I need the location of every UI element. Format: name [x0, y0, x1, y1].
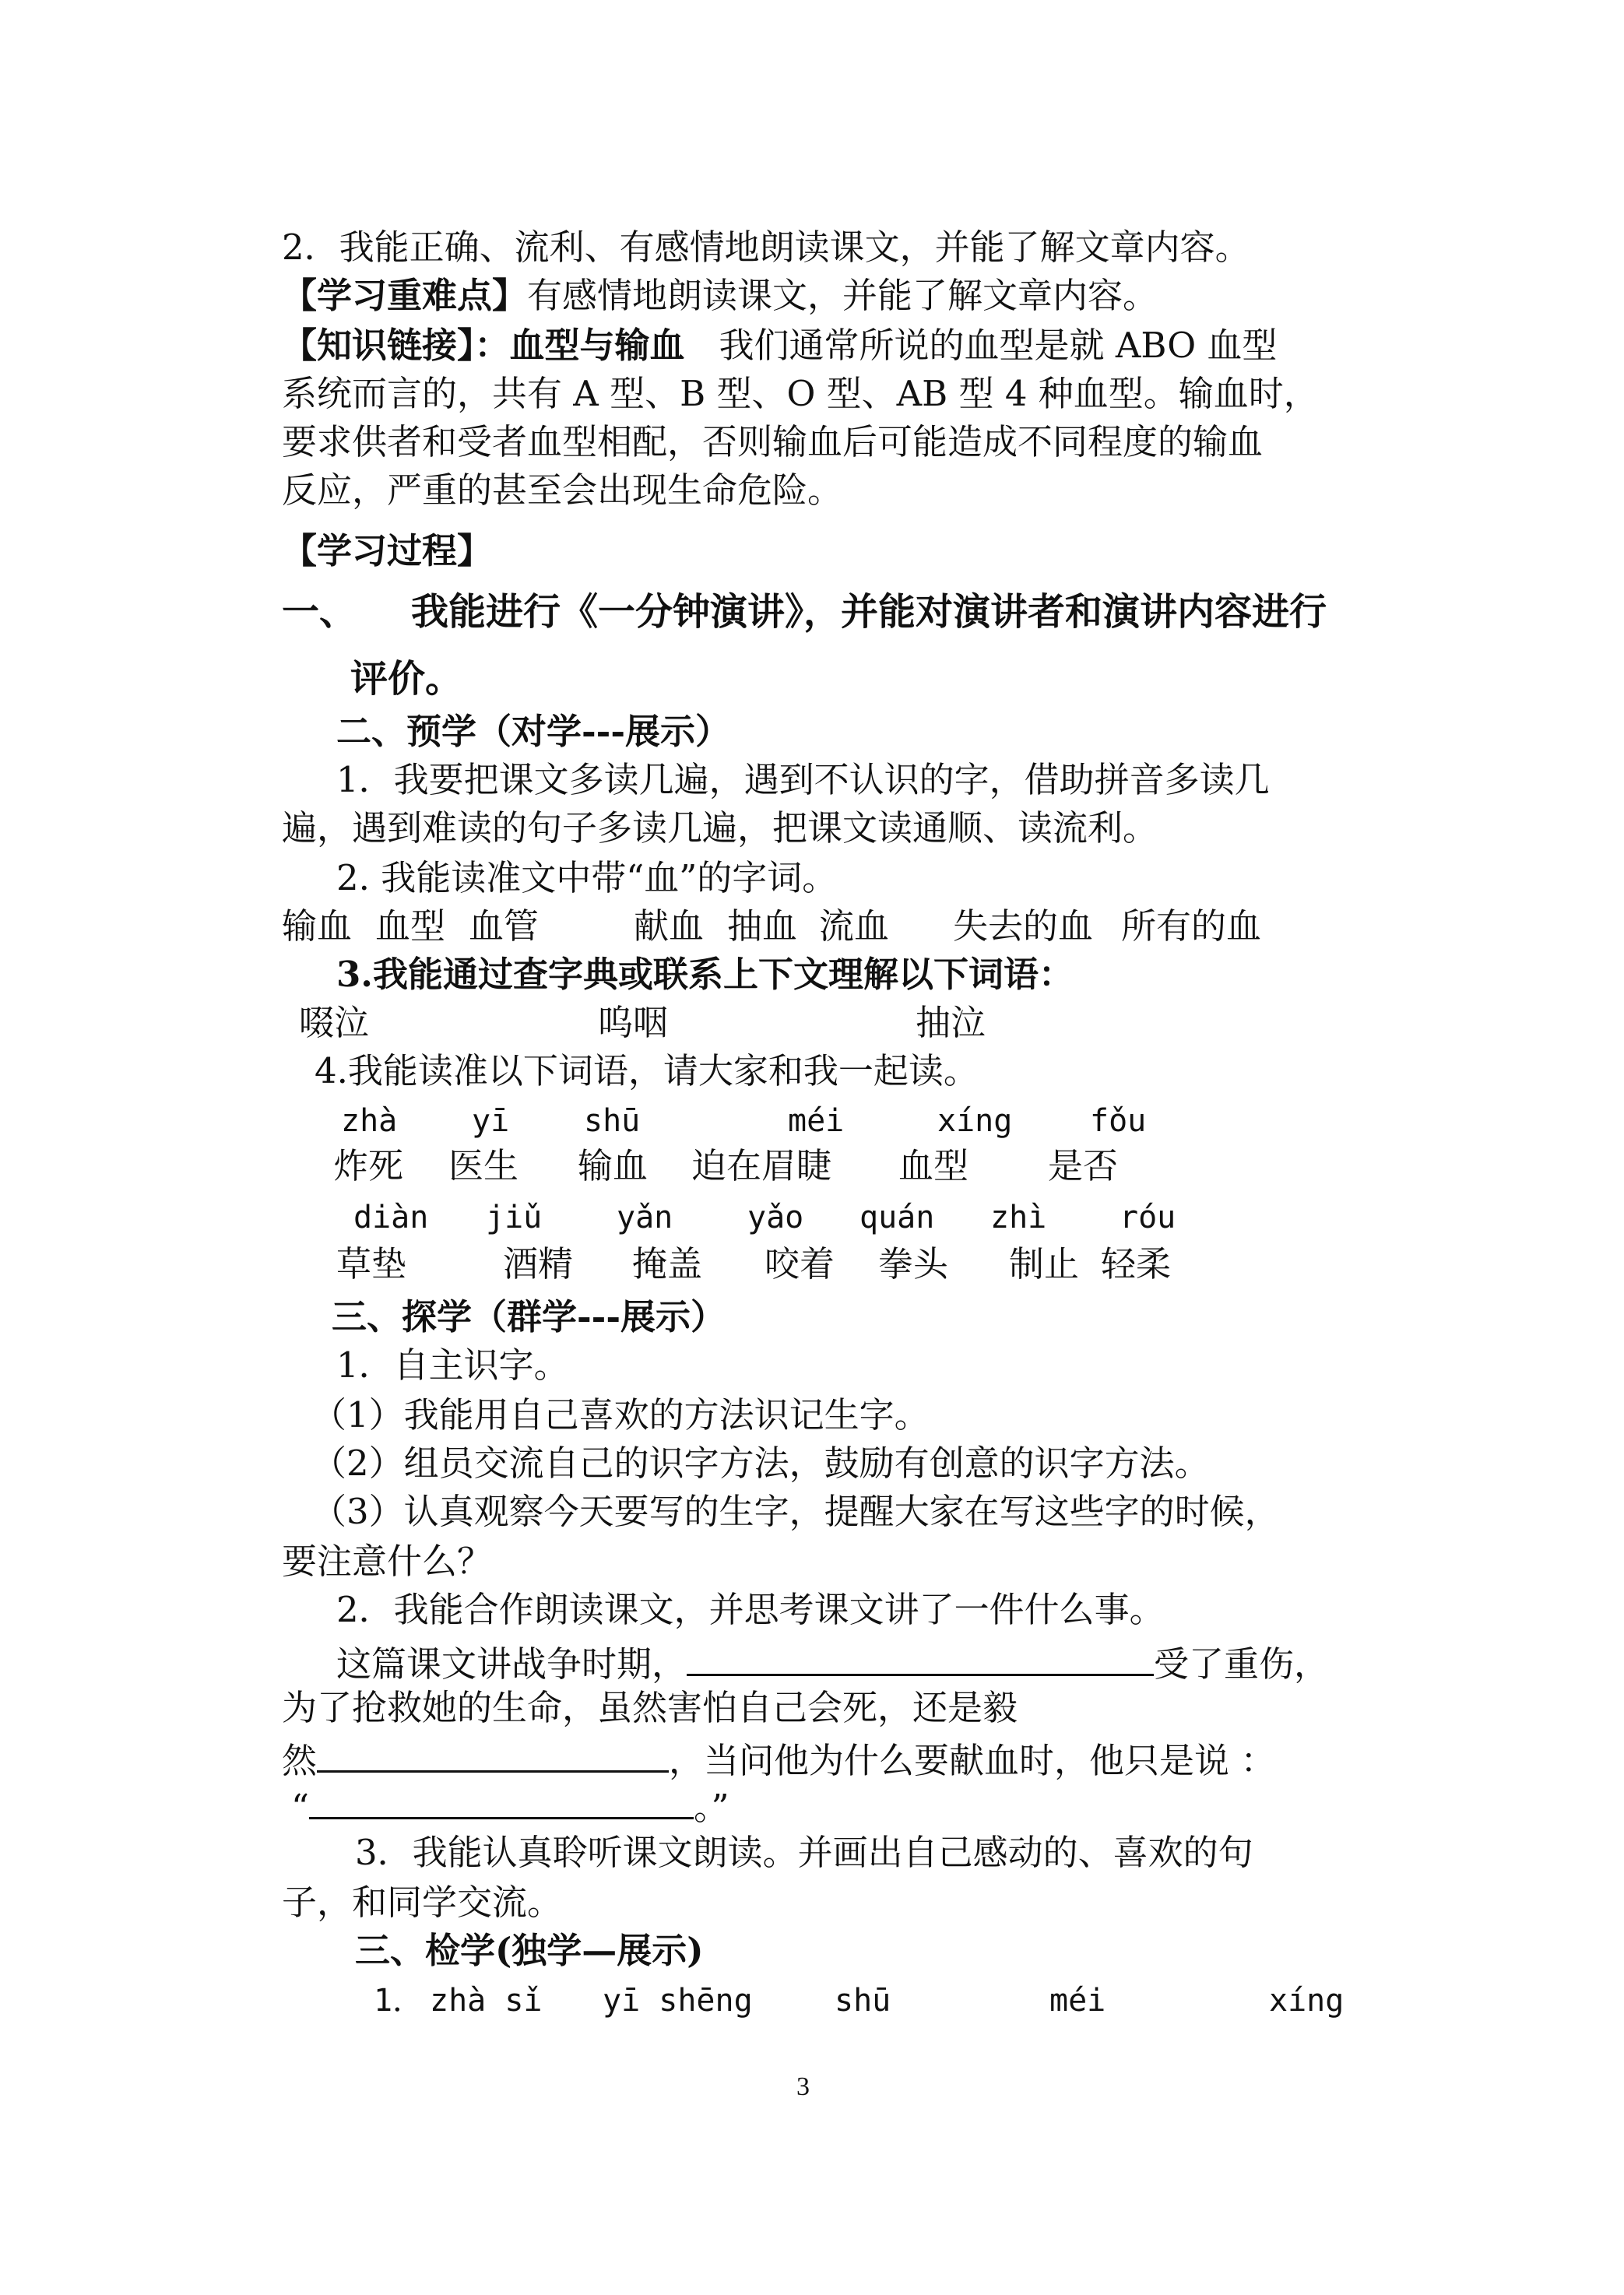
section1-text: 我能进行《一分钟演讲》，并能对演讲者和演讲内容进行 — [411, 590, 1327, 634]
pinyin: diàn — [353, 1200, 429, 1235]
word: 输血 — [282, 905, 353, 947]
word: 医生 — [448, 1145, 519, 1186]
preview-item4: 4.我能读准以下词语，请大家和我一起读。 — [315, 1050, 979, 1091]
preview-item2: 2. 我能读准文中带“血”的字词。 — [336, 857, 838, 898]
word: 失去的血 — [953, 905, 1094, 947]
pinyin: shū — [584, 1103, 641, 1139]
section4-title: 三、检学(独学—展示) — [355, 1930, 704, 1971]
word: 血型 — [375, 905, 446, 947]
pinyin: zhà sǐ — [430, 1983, 543, 2019]
fill-line-3: 然 ，当问他为什么要献血时，他只是说 ： — [282, 1733, 1275, 1784]
word: 草垫 — [336, 1243, 407, 1285]
fill-line-1: 这篇课文讲战争时期， 受了重伤， — [336, 1636, 1329, 1688]
item-number: 1． — [374, 1983, 424, 2019]
section3-title: 三、探学（群学---展示） — [332, 1296, 726, 1337]
answer-blank[interactable] — [317, 1733, 669, 1773]
answer-blank[interactable] — [687, 1636, 1154, 1676]
word: 抽血 — [727, 905, 798, 947]
knowledge-topic: 血型与输血 — [509, 325, 685, 366]
blood-words-row — [282, 903, 1605, 950]
focus-label: 【学习重难点】 — [282, 275, 528, 316]
word: 炸死 — [333, 1145, 404, 1186]
pinyin: quán — [859, 1200, 935, 1235]
preview-item1-line2: 遍，遇到难读的句子多读几遍，把课文读通顺、读流利。 — [282, 807, 1158, 849]
word: 血型 — [898, 1145, 969, 1186]
goal-2: 2．我能正确、流利、有感情地朗读课文，并能了解文章内容。 — [282, 227, 1250, 268]
pinyin-row-1 — [282, 1098, 1605, 1144]
pinyin: jiǔ — [486, 1200, 543, 1235]
explore-sub1: （1）我能用自己喜欢的方法识记生字。 — [311, 1394, 930, 1436]
knowledge-text-1: 我们通常所说的血型是就 ABO 血型 — [719, 325, 1278, 366]
word: 酒精 — [503, 1243, 574, 1285]
word: 献血 — [634, 905, 705, 947]
pinyin: róu — [1120, 1200, 1176, 1235]
word: 所有的血 — [1121, 905, 1262, 947]
pinyin-row-2 — [282, 1194, 1605, 1241]
knowledge-line-1 — [282, 322, 1277, 369]
explore-sub3-line1: （3）认真观察今天要写的生字，提醒大家在写这些字的时候， — [311, 1491, 1280, 1532]
pinyin: méi — [788, 1103, 845, 1139]
word: 输血 — [578, 1145, 649, 1186]
section1-num: 一、 — [282, 590, 357, 634]
vocab-word: 呜咽 — [598, 1002, 669, 1043]
word: 掩盖 — [632, 1243, 703, 1285]
preview-item3: 3.我能通过查字典或联系上下文理解以下词语： — [336, 954, 1074, 995]
pinyin: xíng — [937, 1103, 1013, 1139]
word: 流血 — [819, 905, 890, 947]
word: 血管 — [469, 905, 540, 947]
word: 咬着 — [765, 1243, 835, 1285]
explore-item3-line2: 子，和同学交流。 — [282, 1882, 563, 1923]
knowledge-line-4: 反应，严重的甚至会出现生命危险。 — [282, 469, 843, 511]
pinyin: yǎn — [617, 1200, 673, 1235]
pinyin: shū — [835, 1983, 891, 2019]
preview-item1-line1: 1．我要把课文多读几遍，遇到不认识的字，借助拼音多读几 — [336, 759, 1270, 800]
section1-cont: 评价。 — [350, 657, 463, 701]
pinyin: fǒu — [1090, 1103, 1147, 1139]
knowledge-label: 【知识链接】： — [282, 325, 510, 366]
process-label: 【学习过程】 — [282, 530, 493, 571]
word: 拳头 — [878, 1243, 949, 1285]
word: 迫在眉睫 — [691, 1145, 832, 1186]
explore-sub2: （2）组员交流自己的识字方法，鼓励有创意的识字方法。 — [311, 1443, 1210, 1484]
vocab-word: 抽泣 — [916, 1002, 986, 1043]
fill-line-2: 为了抢救她的生命，虽然害怕自己会死，还是毅 — [282, 1687, 1018, 1728]
words-row-1 — [282, 1143, 1605, 1190]
page-number: 3 — [796, 2072, 810, 2101]
check-pinyin-row — [282, 1977, 1605, 2024]
explore-item2: 2．我能合作朗读课文，并思考课文讲了一件什么事。 — [336, 1589, 1165, 1630]
focus-text: 有感情地朗读课文，并能了解文章内容。 — [527, 275, 1158, 316]
pinyin: zhà — [341, 1103, 398, 1139]
pinyin: zhì — [990, 1200, 1047, 1235]
explore-item3-line1: 3．我能认真聆听课文朗读。并画出自己感动的、喜欢的句 — [355, 1832, 1253, 1873]
explore-sub3-line2: 要注意什么？ — [282, 1541, 493, 1582]
words-row-2 — [282, 1241, 1605, 1288]
word: 是否 — [1048, 1145, 1119, 1186]
answer-blank[interactable] — [309, 1780, 694, 1819]
section2-title: 二、预学（对学---展示） — [336, 711, 731, 752]
word: 制止 — [1009, 1243, 1080, 1285]
pinyin: yī shēng — [603, 1983, 753, 2019]
pinyin: yī — [472, 1103, 510, 1139]
explore-item1: 1．自主识字。 — [336, 1344, 569, 1386]
focus-line — [282, 272, 1158, 319]
pinyin: yǎo — [747, 1200, 804, 1235]
vocab-word: 啜泣 — [299, 1002, 370, 1043]
knowledge-line-2: 系统而言的，共有 A 型、B 型、O 型、AB 型 4 种血型。输血时， — [282, 373, 1319, 414]
fill-line-4: “ 。” — [291, 1780, 729, 1831]
word: 轻柔 — [1101, 1243, 1172, 1285]
vocab-row — [282, 1000, 1605, 1046]
pinyin: méi — [1049, 1983, 1106, 2019]
pinyin: xíng — [1269, 1983, 1345, 2019]
knowledge-line-3: 要求供者和受者血型相配，否则输血后可能造成不同程度的输血 — [282, 421, 1264, 462]
